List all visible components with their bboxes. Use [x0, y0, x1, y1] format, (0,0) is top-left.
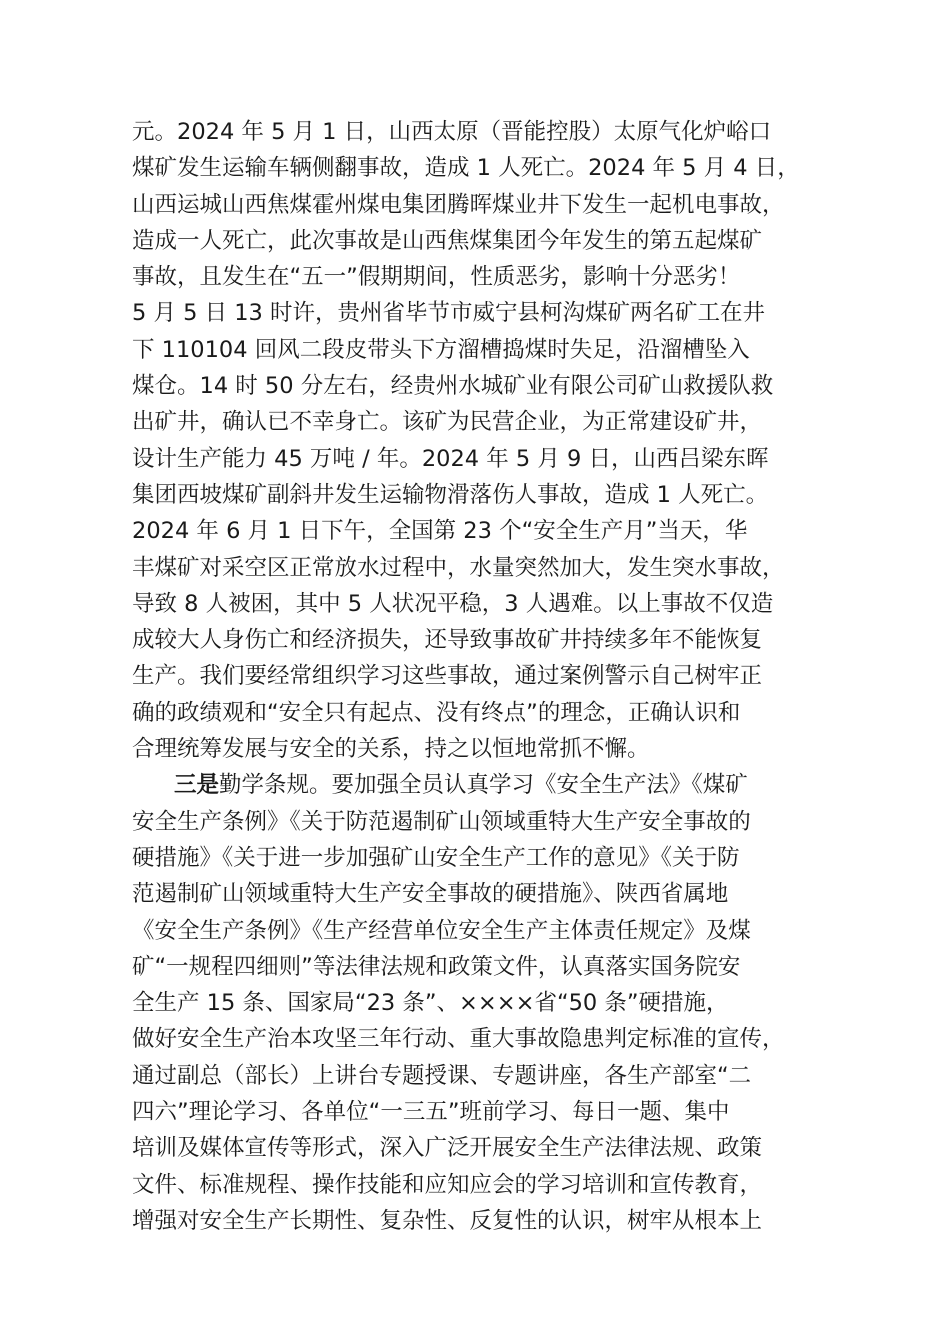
section-lead: 三是 [174, 772, 220, 799]
text-line: 出矿井，确认已不幸身亡。该矿为民营企业，为正常建设矿井， [132, 409, 763, 436]
text-line: 元。2024 年 5 月 1 日，山西太原（晋能控股）太原气化炉峪口 [132, 119, 772, 145]
text-line: 合理统筹发展与安全的关系，持之以恒地常抓不懈。 [132, 736, 650, 763]
text-line: 文件、标准规程、操作技能和应知应会的学习培训和宣传教育， [132, 1171, 763, 1198]
text-line: 《安全生产条例》《生产经营单位安全生产主体责任规定》及煤 [132, 917, 751, 944]
text-line: 通过副总（部长）上讲台专题授课、专题讲座，各生产部室“二 [132, 1062, 752, 1089]
text-line-first-rest: 勤学条规。要加强全员认真学习《安全生产法》《煤矿 [219, 772, 748, 799]
paragraph-accident-cases [132, 114, 872, 767]
text-line: 安全生产条例》《关于防范遏制矿山领域重特大生产安全事故的 [132, 808, 751, 835]
text-line: 事故，且发生在“五一”假期期间，性质恶劣，影响十分恶劣！ [132, 264, 741, 291]
text-line: 导致 8 人被困，其中 5 人状况平稳，3 人遇难。以上事故不仅造 [132, 590, 774, 617]
text-line: 生产。我们要经常组织学习这些事故，通过案例警示自己树牢正 [132, 663, 763, 690]
text-line: 丰煤矿对采空区正常放水过程中，水量突然加大，发生突水事故， [132, 554, 785, 581]
text-line: 四六”理论学习、各单位“一三五”班前学习、每日一题、集中 [132, 1099, 730, 1126]
text-line: 全生产 15 条、国家局“23 条”、××××省“50 条”硬措施， [132, 990, 729, 1017]
text-line: 范遏制矿山领域重特大生产安全事故的硬措施》、陕西省属地 [132, 881, 729, 908]
text-line: 确的政绩观和“安全只有起点、没有终点”的理念，正确认识和 [132, 699, 741, 726]
text-line: 成较大人身伤亡和经济损失，还导致事故矿井持续多年不能恢复 [132, 627, 763, 654]
text-line: 矿“一规程四细则”等法律法规和政策文件，认真落实国务院安 [132, 953, 741, 980]
text-line: 做好安全生产治本攻坚三年行动、重大事故隐患判定标准的宣传， [132, 1026, 785, 1053]
paragraph-study-regulations [132, 767, 872, 1239]
body-text [132, 114, 872, 1239]
text-line: 5 月 5 日 13 时许，贵州省毕节市威宁县柯沟煤矿两名矿工在井 [132, 300, 766, 327]
text-line: 下 110104 回风二段皮带头下方溜槽捣煤时失足，沿溜槽坠入 [132, 336, 750, 363]
text-line: 培训及媒体宣传等形式，深入广泛开展安全生产法律法规、政策 [132, 1135, 763, 1162]
text-line: 造成一人死亡，此次事故是山西焦煤集团今年发生的第五起煤矿 [132, 227, 763, 254]
text-line: 2024 年 6 月 1 日下午，全国第 23 个“安全生产月”当天，华 [132, 518, 748, 545]
text-line: 山西运城山西焦煤霍州煤电集团腾晖煤业井下发生一起机电事故， [132, 191, 785, 218]
text-line-first [132, 767, 872, 803]
text-line: 煤仓。14 时 50 分左右，经贵州水城矿业有限公司矿山救援队救 [132, 373, 774, 400]
text-line: 集团西坡煤矿副斜井发生运输物滑落伤人事故，造成 1 人死亡。 [132, 481, 769, 508]
text-line: 设计生产能力 45 万吨 / 年。2024 年 5 月 9 日，山西吕梁东晖 [132, 445, 769, 472]
text-line: 煤矿发生运输车辆侧翻事故，造成 1 人死亡。2024 年 5 月 4 日， [132, 155, 800, 182]
text-line: 增强对安全生产长期性、复杂性、反复性的认识，树牢从根本上 [132, 1207, 763, 1234]
text-line: 硬措施》《关于进一步加强矿山安全生产工作的意见》《关于防 [132, 844, 740, 871]
